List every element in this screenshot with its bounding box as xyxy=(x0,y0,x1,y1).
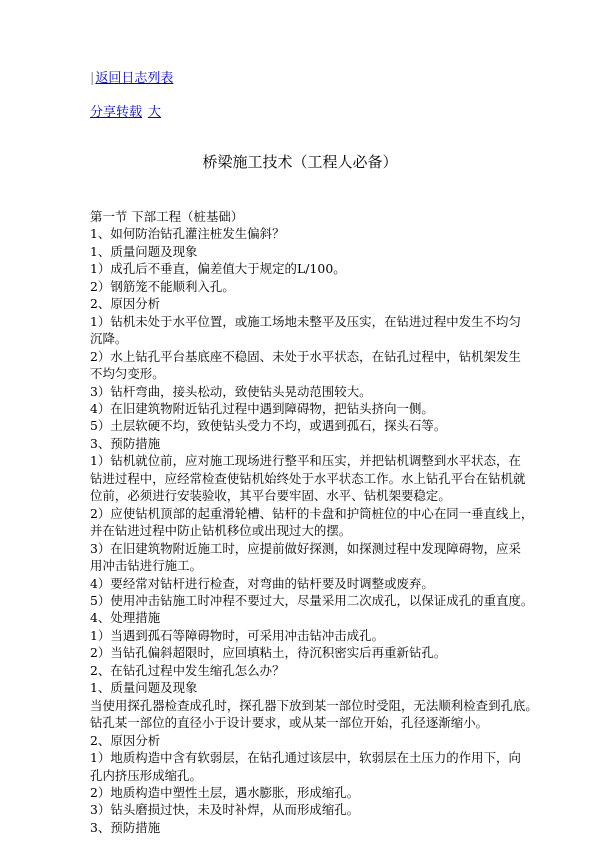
article-line: 当使用探孔器检查成孔时，探孔器下放到某一部位时受阻，无法顺利检查到孔底。 xyxy=(90,697,538,713)
back-to-log-list-link[interactable]: 返回日志列表 xyxy=(95,71,174,86)
share-toolbar xyxy=(90,104,161,122)
top-navigation xyxy=(90,70,173,88)
article-line: 2）钢筋笼不能顺利入孔。 xyxy=(90,278,235,294)
article-line: 4）要经常对钻杆进行检查，对弯曲的钻杆要及时调整或废弃。 xyxy=(90,575,434,591)
article-line: 位前，必须进行安装验收，其平台要牢固、水平、钻机架要稳定。 xyxy=(90,488,451,504)
article-line: 沉降。 xyxy=(90,331,128,347)
article-line: 用冲击钻进行施工。 xyxy=(90,558,202,574)
article-line: 2）水上钻孔平台基底座不稳固、未处于水平状态，在钻孔过程中，钻机架发生 xyxy=(90,348,521,364)
article-line: 1）钻机就位前，应对施工现场进行整平和压实，并把钻机调整到水平状态，在 xyxy=(90,453,521,469)
article-line: 钻进过程中，应经常检查使钻机始终处于水平状态工作。水上钻孔平台在钻机就 xyxy=(90,470,526,486)
article-line: 2、原因分析 xyxy=(90,296,161,312)
article-line: 不均匀变形。 xyxy=(90,366,165,382)
article-line: 2）当钻孔偏斜超限时，应回填粘土，待沉积密实后再重新钻孔。 xyxy=(90,645,447,661)
article-line: 1）当遇到孤石等障碍物时，可采用冲击钻冲击成孔。 xyxy=(90,627,385,643)
article-line: 4、处理措施 xyxy=(90,610,161,626)
article-line: 5）使用冲击钻施工时冲程不要过大，尽量采用二次成孔，以保证成孔的重直度。 xyxy=(90,592,534,608)
article-line: 3）钻头磨损过快，未及时补焊，从而形成缩孔。 xyxy=(90,802,360,818)
article-line: 2、原因分析 xyxy=(90,732,161,748)
article-line: 2）应使钻机顶部的起重滑轮槽、钻杆的卡盘和护筒桩位的中心在同一垂直线上， xyxy=(90,505,534,521)
article-line: 2、在钻孔过程中发生缩孔怎么办？ xyxy=(90,662,285,678)
article-line: 3、预防措施 xyxy=(90,819,161,835)
article-line: 第一节 下部工程（桩基础） xyxy=(90,209,244,224)
article-line: 3）在旧建筑物附近施工时，应提前做好探测，如探测过程中发现障碍物，应采 xyxy=(90,540,521,556)
article-line: 1）成孔后不垂直，偏差值大于规定的L/100。 xyxy=(90,261,346,277)
article-line: 1、质量问题及现象 xyxy=(90,243,198,259)
article-line: 1）钻机未处于水平位置，或施工场地未整平及压实，在钻进过程中发生不均匀 xyxy=(90,313,521,329)
article-line: 1）地质构造中含有软弱层，在钻孔通过该层中，软弱层在土压力的作用下，向 xyxy=(90,750,521,766)
article-line: 1、如何防治钻孔灌注桩发生偏斜？ xyxy=(90,226,285,242)
article-line: 钻孔某一部位的直径小于设计要求，或从某一部位开始，孔径逐渐缩小。 xyxy=(90,715,489,731)
article-line: 4）在旧建筑物附近钻孔过程中遇到障碍物，把钻头挤向一侧。 xyxy=(90,400,434,416)
nav-separator: | xyxy=(90,71,95,86)
font-size-large-link[interactable]: 大 xyxy=(148,105,162,120)
share-repost-link[interactable]: 分享转载 xyxy=(90,105,143,120)
article-line: 孔内挤压形成缩孔。 xyxy=(90,767,202,783)
article-body xyxy=(90,208,538,836)
article-line: 5）土层软硬不均，致使钻头受力不均，或遇到孤石，探头石等。 xyxy=(90,418,447,434)
article-line: 2）地质构造中塑性土层，遇水膨胀，形成缩孔。 xyxy=(90,784,360,800)
article-line: 3）钻杆弯曲，接头松动，致使钻头晃动范围较大。 xyxy=(90,383,372,399)
article-line: 1、质量问题及现象 xyxy=(90,680,198,696)
article-title: 桥梁施工技术（工程人必备） xyxy=(202,153,398,171)
article-line: 并在钻进过程中防止钻机移位或出现过大的摆。 xyxy=(90,523,352,539)
article-line: 3、预防措施 xyxy=(90,435,161,451)
